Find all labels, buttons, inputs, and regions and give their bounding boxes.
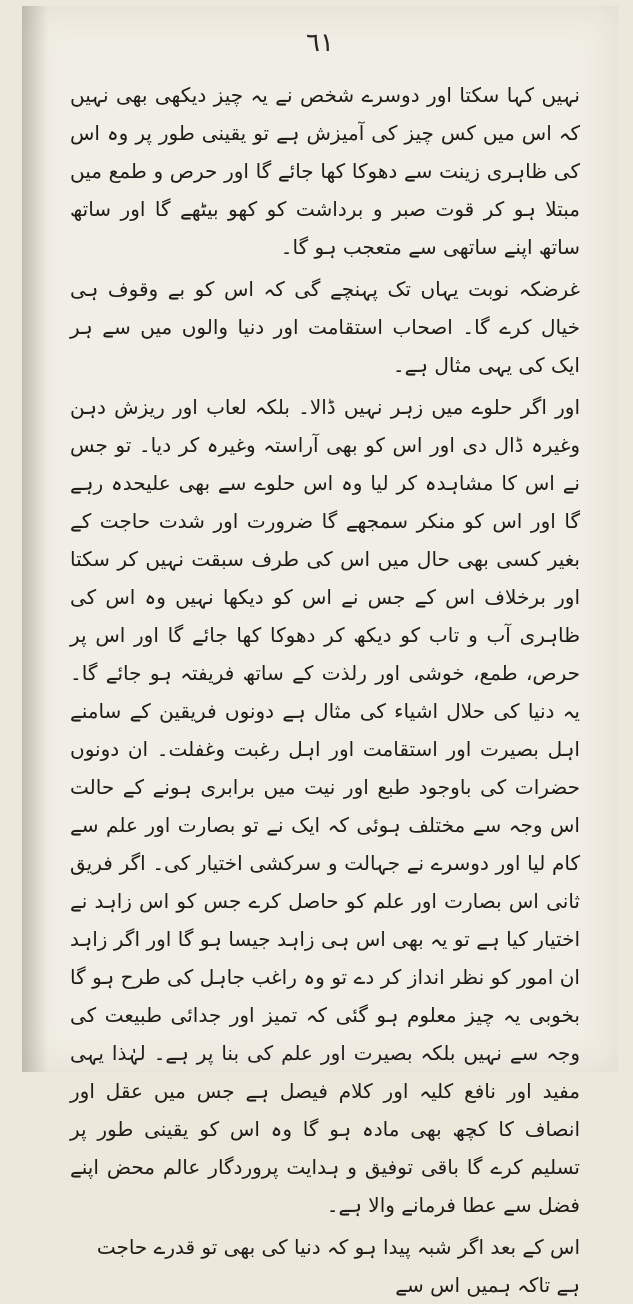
page-body-text bbox=[70, 76, 580, 1304]
book-page bbox=[22, 6, 618, 1297]
page-spine-shadow bbox=[22, 6, 48, 1072]
paragraph-1: نہیں کہا سکتا اور دوسرے شخص نے یہ چیز دیکھی بھی نہیں کہ اس میں کس چیز کی آمیزش ہے تو یقینی طور پر وہ اس کی ظاہری زینت سے دھوکا کھا جائے گا اور حرص و طمع میں مبتلا ہو کر قوت صبر و برداشت کو کھو بیٹھے گا اور ساتھ ساتھ اپنے ساتھی سے متعجب ہو گا۔ bbox=[70, 83, 580, 259]
paragraph-2: غرضکہ نوبت یہاں تک پہنچے گی کہ اس کو بے وقوف ہی خیال کرے گا۔ اصحاب استقامت اور دنیا والوں میں سے ہر ایک کی یہی مثال ہے۔ bbox=[70, 277, 580, 377]
page-number: ٦١ bbox=[306, 28, 334, 58]
paragraph-3: اور اگر حلوے میں زہر نہیں ڈالا۔ بلکہ لعاب اور ریزش دہن وغیرہ ڈال دی اور اس کو بھی آراستہ وغیرہ کر دیا۔ تو جس نے اس کا مشاہدہ کر لیا وہ اس حلوے سے بھی علیحدہ رہے گا اور اس کو منکر سمجھے گا ضرورت اور شدت حاجت کے بغیر کسی بھی حال میں اس کی طرف سبقت نہیں کر سکتا اور برخلاف اس کے جس نے اس کو دیکھا نہیں وہ اس کی ظاہری آب و تاب کو دیکھ کر دھوکا کھا جائے گا اور اس پر حرص، طمع، خوشی اور رلذت کے ساتھ فریفتہ ہو جائے گا۔ یہ دنیا کی حلال اشیاء کی مثال ہے دونوں فریقین کے سامنے اہل بصیرت اور استقامت اور اہل رغبت وغفلت۔ ان دونوں حضرات کی باوجود طبع اور نیت میں برابری ہونے کے حالت اس وجہ سے مختلف ہوئی کہ ایک نے تو بصارت اور علم سے کام لیا اور دوسرے نے جہالت و سرکشی اختیار کی۔ اگر فریق ثانی اس بصارت اور علم کو حاصل کرے جس کو اس زاہد نے اختیار کیا ہے تو یہ بھی اس ہی زاہد جیسا ہو گا اور اگر زاہد ان امور کو نظر انداز کر دے تو وہ راغب جاہل کی طرح ہو گا بخوبی یہ چیز معلوم ہو گئی کہ تمیز اور جدائی طبیعت کی وجہ سے نہیں بلکہ بصیرت اور علم کی بنا پر ہے۔ لہٰذا یہی مفید اور نافع کلیہ اور کلام فیصل ہے جس میں عقل اور انصاف کا کچھ بھی مادہ ہو گا وہ اس کو یقینی طور پر تسلیم کرے گا باقی توفیق و ہدایت پروردگار عالم محض اپنے فضل سے عطا فرمانے والا ہے۔ bbox=[70, 395, 580, 1217]
paragraph-4: اس کے بعد اگر شبہ پیدا ہو کہ دنیا کی بھی تو قدرے حاجت ہے تاکہ ہمیں اس سے bbox=[96, 1235, 580, 1297]
